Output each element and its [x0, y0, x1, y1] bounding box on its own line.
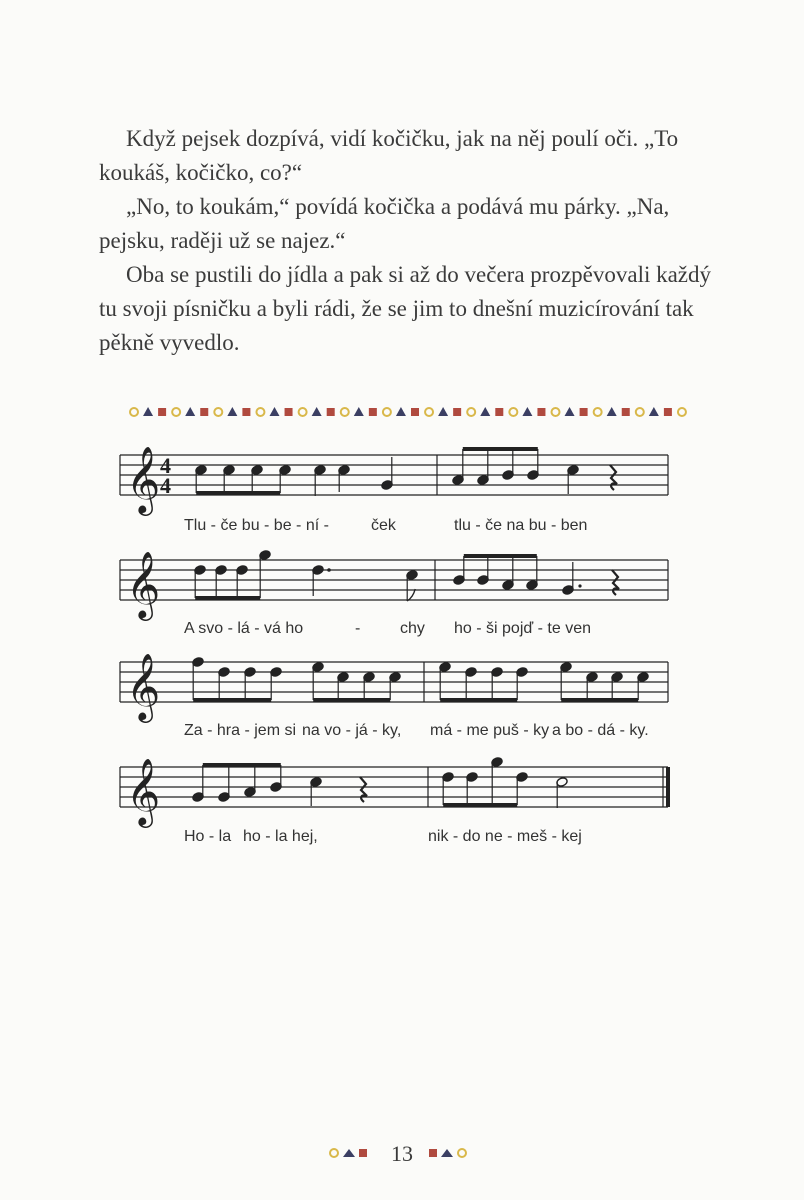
ornament-circle [594, 408, 602, 416]
note-flag [407, 589, 415, 601]
ornament-circle [636, 408, 644, 416]
text-line: Oba se pustili do jídla a pak si až do večera prozpěvovali každý [126, 262, 712, 287]
ornament-circle [509, 408, 517, 416]
ornament-circle [172, 408, 180, 416]
ornament-square [537, 408, 545, 416]
ornament-circle [467, 408, 475, 416]
ornament-triangle [607, 407, 617, 416]
ornament-square [200, 408, 208, 416]
ornament-triangle [185, 407, 195, 416]
lyric-text: ho - ši pojď - te ven [454, 620, 592, 637]
ornament-circle [130, 408, 138, 416]
ornament-square [369, 408, 377, 416]
quarter-rest [360, 777, 367, 802]
quarter-rest [612, 570, 619, 595]
folio-ornament-right [428, 1147, 472, 1159]
text-line: „No, to koukám,“ povídá kočička a podává mu párky. „Na, [126, 194, 670, 219]
ornament-circle [341, 408, 349, 416]
ornament-triangle [522, 407, 532, 416]
ornament-circle [678, 408, 686, 416]
ornament-square [242, 408, 250, 416]
ornament-triangle [143, 407, 153, 416]
lyric-text: A svo - lá - vá ho [184, 620, 304, 637]
lyric-text: nik - do ne - meš - kej [428, 828, 582, 845]
lyric-text: ho - la hej, [243, 828, 318, 845]
ornament-triangle [480, 407, 490, 416]
quarter-rest [610, 465, 617, 490]
treble-clef: 𝄞 [126, 757, 161, 825]
text-line: pěkně vyvedlo. [99, 330, 240, 355]
ornament-square [285, 408, 293, 416]
ornament-triangle [438, 407, 448, 416]
page-number: 13 [391, 1141, 413, 1166]
lyric-text: ček [371, 517, 396, 534]
lyric-text: chy [400, 620, 425, 637]
text-line: Když pejsek dozpívá, vidí kočičku, jak na něj poulí oči. „To [126, 126, 679, 151]
lyric-text: Ho - la [184, 828, 232, 845]
paragraph-3 [99, 258, 712, 360]
lyric-text: a bo - dá - ky. [552, 722, 649, 739]
ornament-divider [128, 404, 694, 420]
treble-clef: 𝄞 [126, 652, 161, 720]
text-line: koukáš, kočičko, co?“ [99, 160, 303, 185]
ornament-square [453, 408, 461, 416]
ornament-triangle [649, 407, 659, 416]
ornament-square [580, 408, 588, 416]
lyric-text: Tlu - če bu - be - ní - [184, 517, 329, 534]
lyric-text: má - me puš - ky [430, 722, 550, 739]
lyric-text: Za - hra - jem si [184, 722, 297, 739]
ornament-triangle [396, 407, 406, 416]
ornament-circle [256, 408, 264, 416]
ornament-triangle [565, 407, 575, 416]
text-line: pejsku, raději už se najez.“ [99, 228, 346, 253]
ornament-square [495, 408, 503, 416]
ornament-square [622, 408, 630, 416]
dot [327, 568, 331, 572]
ornament-circle [299, 408, 307, 416]
ornament-square [158, 408, 166, 416]
dot [578, 584, 581, 587]
ornament-circle [383, 408, 391, 416]
time-signature-bottom: 4 [160, 473, 171, 498]
ornament-square [327, 408, 335, 416]
ornament-circle [425, 408, 433, 416]
paragraph-2 [99, 190, 706, 258]
ornament-circle [214, 408, 222, 416]
text-line: tu svoji písničku a byli rádi, že se jim to dnešní muzicírování tak [99, 296, 694, 321]
ornament-triangle [270, 407, 280, 416]
music-score [0, 440, 804, 860]
paragraph-1 [99, 122, 706, 190]
ornament-circle [552, 408, 560, 416]
lyric-text: tlu - če na bu - ben [454, 517, 588, 534]
lyric-text: na vo - já - ky, [302, 722, 402, 739]
ornament-triangle [312, 407, 322, 416]
time-signature-top: 4 [160, 453, 171, 478]
treble-clef: 𝄞 [126, 550, 161, 618]
lyric-text: - [355, 620, 361, 637]
ornament-square [664, 408, 672, 416]
ornament-triangle [227, 407, 237, 416]
ornament-square [411, 408, 419, 416]
ornament-triangle [354, 407, 364, 416]
treble-clef: 𝄞 [126, 445, 161, 513]
